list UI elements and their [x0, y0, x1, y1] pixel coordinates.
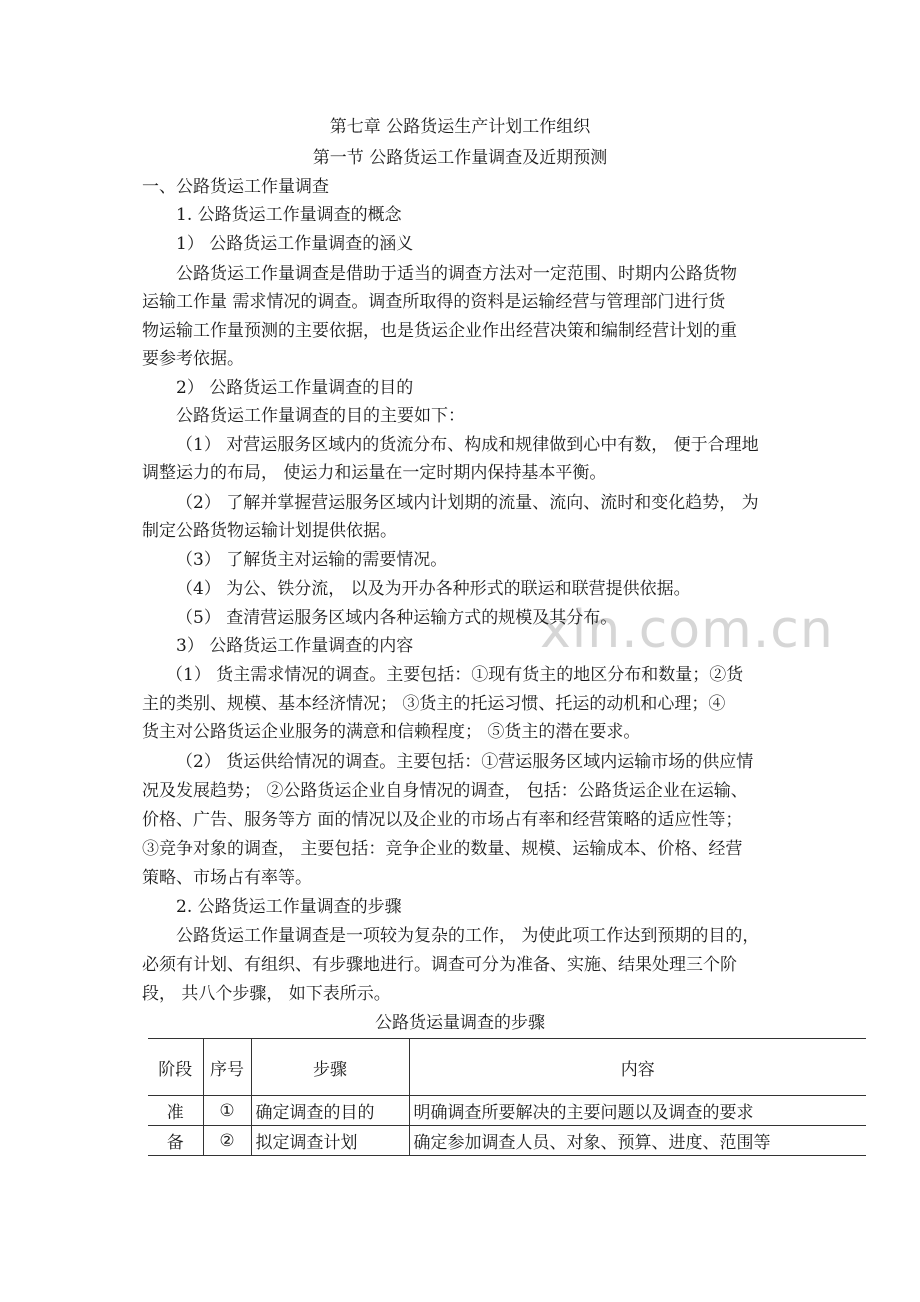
section-title: 第一节 公路货运工作量调查及近期预测 [312, 148, 608, 168]
heading-1: 一、公路货运工作量调查 [142, 177, 329, 197]
number-cell: ① [203, 1096, 251, 1126]
heading-3: 3） 公路货运工作量调查的内容 [176, 636, 414, 656]
paragraph-line: 公路货运工作量调查的目的主要如下： [176, 406, 465, 426]
heading-3: 2） 公路货运工作量调查的目的 [176, 378, 414, 398]
content-cell: 确定参加调查人员、对象、预算、进度、范围等 [409, 1126, 866, 1156]
list-item: （1） 对营运服务区域内的货流分布、构成和规律做到心中有数， 便于合理地 [176, 435, 759, 455]
stage-cell: 备 [148, 1126, 203, 1156]
paragraph-line: 公路货运工作量调查是借助于适当的调查方法对一定范围、时期内公路货物 [176, 264, 737, 284]
paragraph-line: 况及发展趋势； ②公路货运企业自身情况的调查， 包括：公路货运企业在运输、 [142, 781, 748, 801]
table-header-row [148, 1039, 866, 1096]
list-item: （4） 为公、铁分流， 以及为开办各种形式的联运和联营提供依据。 [176, 579, 691, 599]
paragraph-line: 要参考依据。 [142, 349, 244, 369]
header-step: 步骤 [251, 1039, 409, 1096]
paragraph-line: 必须有计划、有组织、有步骤地进行。调查可分为准备、实施、结果处理三个阶 [142, 955, 737, 975]
number-cell: ② [203, 1126, 251, 1156]
content-cell: 明确调查所要解决的主要问题以及调查的要求 [409, 1096, 866, 1126]
paragraph-line: ③竞争对象的调查， 主要包括：竞争企业的数量、规模、运输成本、价格、经营 [142, 839, 743, 859]
list-item: （3） 了解货主对运输的需要情况。 [176, 550, 448, 570]
header-number: 序号 [203, 1039, 251, 1096]
paragraph-line: 公路货运工作量调查是一项较为复杂的工作， 为使此项工作达到预期的目的， [176, 926, 760, 946]
header-stage: 阶段 [148, 1039, 203, 1096]
chapter-title: 第七章 公路货运生产计划工作组织 [329, 117, 591, 137]
list-item: （5） 查清营运服务区域内各种运输方式的规模及其分布。 [176, 608, 618, 628]
heading-3: 1） 公路货运工作量调查的涵义 [176, 234, 414, 254]
paragraph-line: 运输工作量 需求情况的调查。调查所取得的资料是运输经营与管理部门进行货 [142, 292, 726, 312]
paragraph-line: 主的类别、规模、基本经济情况； ③货主的托运习惯、托运的动机和心理；④ [142, 694, 726, 714]
table-row [148, 1096, 866, 1126]
table-row [148, 1126, 866, 1156]
step-cell: 确定调查的目的 [251, 1096, 409, 1126]
paragraph-line: 段， 共八个步骤， 如下表所示。 [142, 984, 391, 1004]
watermark: xin.com.cn [540, 600, 834, 660]
paragraph-line: （1） 货主需求情况的调查。主要包括：①现有货主的地区分布和数量；②货 [166, 665, 744, 685]
header-content: 内容 [409, 1039, 866, 1096]
paragraph-line: （2） 货运供给情况的调查。主要包括：①营运服务区域内运输市场的供应情 [176, 752, 754, 772]
step-cell: 拟定调查计划 [251, 1126, 409, 1156]
stage-cell: 准 [148, 1096, 203, 1126]
heading-2: 2. 公路货运工作量调查的步骤 [176, 897, 402, 917]
paragraph-line: 货主对公路货运企业服务的满意和信赖程度； ⑤货主的潜在要求。 [142, 722, 641, 742]
list-item: （2） 了解并掌握营运服务区域内计划期的流量、流向、流时和变化趋势， 为 [176, 493, 759, 513]
list-item-continued: 制定公路货物运输计划提供依据。 [142, 521, 397, 541]
heading-2: 1. 公路货运工作量调查的概念 [176, 205, 402, 225]
list-item-continued: 调整运力的布局， 使运力和运量在一定时期内保持基本平衡。 [142, 463, 607, 483]
paragraph-line: 价格、广告、服务等方 面的情况以及企业的市场占有率和经营策略的适应性等； [142, 810, 743, 830]
table-caption: 公路货运量调查的步骤 [375, 1013, 545, 1033]
paragraph-line: 物运输工作量预测的主要依据，也是货运企业作出经营决策和编制经营计划的重 [142, 321, 737, 341]
paragraph-line: 策略、市场占有率等。 [142, 868, 312, 888]
steps-table [148, 1038, 866, 1156]
